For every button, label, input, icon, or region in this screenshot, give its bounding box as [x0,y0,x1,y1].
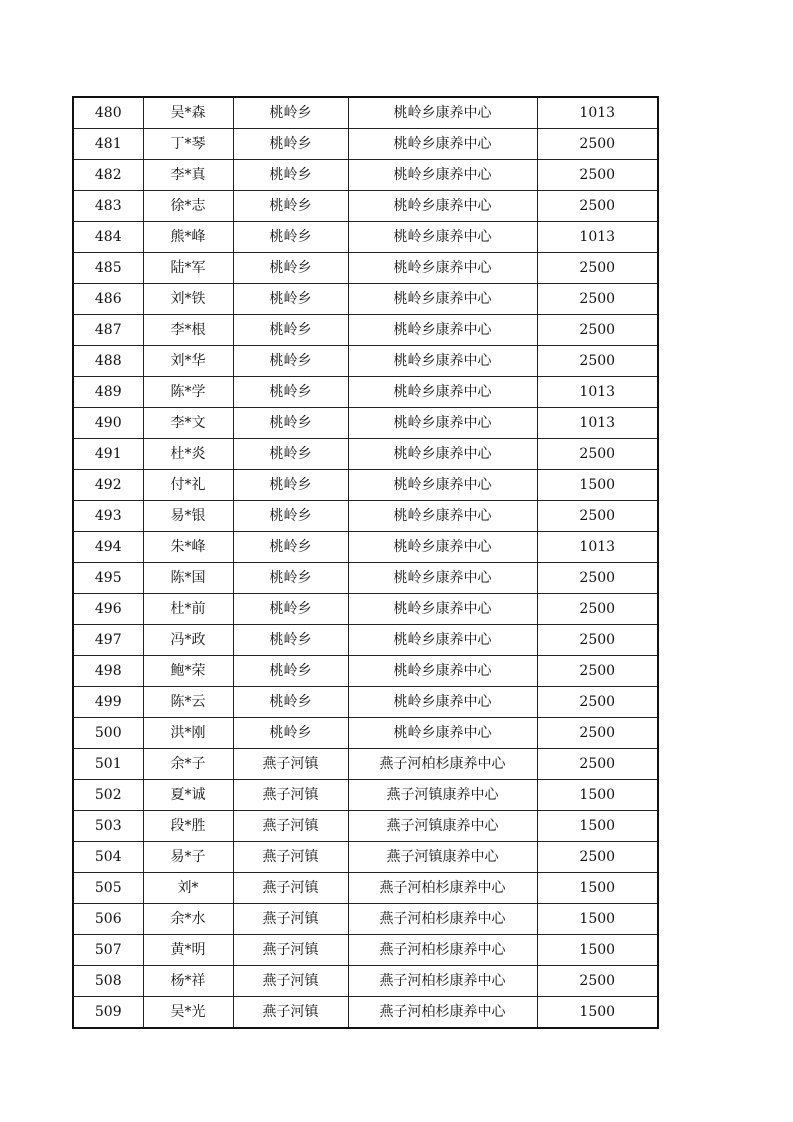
table-row [73,749,658,780]
name-cell: 余*子 [143,749,233,780]
amount-cell: 1500 [537,811,658,842]
table-row [73,563,658,594]
table-body [73,97,658,1028]
table-row [73,97,658,129]
center-cell: 桃岭乡康养中心 [348,191,537,222]
town-cell: 燕子河镇 [233,842,348,873]
center-cell: 桃岭乡康养中心 [348,687,537,718]
document-page [72,96,657,1029]
center-cell: 桃岭乡康养中心 [348,253,537,284]
center-cell: 桃岭乡康养中心 [348,222,537,253]
row-number-cell: 494 [73,532,143,563]
table-row [73,687,658,718]
table-row [73,377,658,408]
amount-cell: 2500 [537,129,658,160]
center-cell: 桃岭乡康养中心 [348,408,537,439]
amount-cell: 1013 [537,408,658,439]
row-number-cell: 490 [73,408,143,439]
town-cell: 桃岭乡 [233,408,348,439]
name-cell: 熊*峰 [143,222,233,253]
town-cell: 桃岭乡 [233,470,348,501]
table-row [73,966,658,997]
name-cell: 吴*森 [143,97,233,129]
amount-cell: 2500 [537,191,658,222]
center-cell: 桃岭乡康养中心 [348,532,537,563]
row-number-cell: 505 [73,873,143,904]
center-cell: 桃岭乡康养中心 [348,501,537,532]
center-cell: 燕子河柏杉康养中心 [348,749,537,780]
center-cell: 燕子河镇康养中心 [348,811,537,842]
name-cell: 刘* [143,873,233,904]
row-number-cell: 501 [73,749,143,780]
amount-cell: 1500 [537,780,658,811]
amount-cell: 1500 [537,904,658,935]
row-number-cell: 503 [73,811,143,842]
town-cell: 桃岭乡 [233,532,348,563]
center-cell: 桃岭乡康养中心 [348,439,537,470]
town-cell: 桃岭乡 [233,315,348,346]
amount-cell: 1500 [537,873,658,904]
town-cell: 桃岭乡 [233,563,348,594]
amount-cell: 2500 [537,749,658,780]
amount-cell: 2500 [537,594,658,625]
amount-cell: 2500 [537,842,658,873]
town-cell: 桃岭乡 [233,129,348,160]
center-cell: 桃岭乡康养中心 [348,656,537,687]
town-cell: 桃岭乡 [233,191,348,222]
table-row [73,811,658,842]
amount-cell: 2500 [537,718,658,749]
town-cell: 桃岭乡 [233,222,348,253]
center-cell: 桃岭乡康养中心 [348,625,537,656]
table-row [73,718,658,749]
name-cell: 余*水 [143,904,233,935]
amount-cell: 2500 [537,253,658,284]
center-cell: 桃岭乡康养中心 [348,718,537,749]
town-cell: 桃岭乡 [233,594,348,625]
table-row [73,470,658,501]
town-cell: 燕子河镇 [233,873,348,904]
row-number-cell: 506 [73,904,143,935]
name-cell: 黄*明 [143,935,233,966]
row-number-cell: 488 [73,346,143,377]
table-row [73,625,658,656]
table-row [73,191,658,222]
amount-cell: 2500 [537,656,658,687]
amount-cell: 2500 [537,966,658,997]
amount-cell: 2500 [537,315,658,346]
table-row [73,253,658,284]
name-cell: 杜*炎 [143,439,233,470]
name-cell: 鲍*荣 [143,656,233,687]
table-row [73,284,658,315]
table-row [73,594,658,625]
amount-cell: 2500 [537,284,658,315]
row-number-cell: 491 [73,439,143,470]
row-number-cell: 482 [73,160,143,191]
row-number-cell: 495 [73,563,143,594]
row-number-cell: 483 [73,191,143,222]
name-cell: 吴*光 [143,997,233,1029]
amount-cell: 2500 [537,346,658,377]
row-number-cell: 504 [73,842,143,873]
center-cell: 桃岭乡康养中心 [348,97,537,129]
name-cell: 陈*国 [143,563,233,594]
center-cell: 桃岭乡康养中心 [348,346,537,377]
name-cell: 段*胜 [143,811,233,842]
town-cell: 燕子河镇 [233,966,348,997]
amount-cell: 1013 [537,532,658,563]
table-row [73,439,658,470]
table-row [73,780,658,811]
center-cell: 桃岭乡康养中心 [348,160,537,191]
row-number-cell: 487 [73,315,143,346]
table-row [73,346,658,377]
center-cell: 燕子河柏杉康养中心 [348,904,537,935]
center-cell: 桃岭乡康养中心 [348,470,537,501]
name-cell: 李*根 [143,315,233,346]
row-number-cell: 508 [73,966,143,997]
town-cell: 燕子河镇 [233,997,348,1029]
row-number-cell: 502 [73,780,143,811]
center-cell: 燕子河柏杉康养中心 [348,935,537,966]
name-cell: 易*银 [143,501,233,532]
town-cell: 桃岭乡 [233,97,348,129]
amount-cell: 2500 [537,160,658,191]
row-number-cell: 493 [73,501,143,532]
table-row [73,935,658,966]
amount-cell: 2500 [537,687,658,718]
row-number-cell: 499 [73,687,143,718]
row-number-cell: 492 [73,470,143,501]
center-cell: 桃岭乡康养中心 [348,129,537,160]
row-number-cell: 507 [73,935,143,966]
amount-cell: 2500 [537,563,658,594]
amount-cell: 2500 [537,501,658,532]
town-cell: 桃岭乡 [233,656,348,687]
table-row [73,315,658,346]
name-cell: 刘*华 [143,346,233,377]
table-row [73,408,658,439]
town-cell: 燕子河镇 [233,811,348,842]
amount-cell: 1500 [537,470,658,501]
table-row [73,501,658,532]
row-number-cell: 496 [73,594,143,625]
row-number-cell: 484 [73,222,143,253]
town-cell: 桃岭乡 [233,439,348,470]
table-row [73,129,658,160]
town-cell: 燕子河镇 [233,780,348,811]
row-number-cell: 498 [73,656,143,687]
center-cell: 燕子河柏杉康养中心 [348,997,537,1029]
town-cell: 燕子河镇 [233,935,348,966]
town-cell: 燕子河镇 [233,749,348,780]
name-cell: 杜*前 [143,594,233,625]
table-row [73,873,658,904]
name-cell: 徐*志 [143,191,233,222]
town-cell: 桃岭乡 [233,253,348,284]
name-cell: 丁*琴 [143,129,233,160]
row-number-cell: 481 [73,129,143,160]
amount-cell: 2500 [537,439,658,470]
name-cell: 洪*刚 [143,718,233,749]
town-cell: 燕子河镇 [233,904,348,935]
row-number-cell: 489 [73,377,143,408]
name-cell: 刘*铁 [143,284,233,315]
amount-cell: 1500 [537,997,658,1029]
name-cell: 夏*诚 [143,780,233,811]
name-cell: 李*文 [143,408,233,439]
amount-cell: 1013 [537,97,658,129]
name-cell: 陈*学 [143,377,233,408]
data-table [72,96,659,1029]
center-cell: 桃岭乡康养中心 [348,377,537,408]
row-number-cell: 480 [73,97,143,129]
amount-cell: 1013 [537,222,658,253]
table-row [73,222,658,253]
town-cell: 桃岭乡 [233,284,348,315]
name-cell: 易*子 [143,842,233,873]
name-cell: 杨*祥 [143,966,233,997]
amount-cell: 1013 [537,377,658,408]
town-cell: 桃岭乡 [233,160,348,191]
table-row [73,997,658,1029]
amount-cell: 1500 [537,935,658,966]
center-cell: 燕子河柏杉康养中心 [348,873,537,904]
name-cell: 冯*政 [143,625,233,656]
row-number-cell: 497 [73,625,143,656]
center-cell: 燕子河镇康养中心 [348,842,537,873]
center-cell: 燕子河镇康养中心 [348,780,537,811]
name-cell: 陈*云 [143,687,233,718]
row-number-cell: 486 [73,284,143,315]
table-row [73,160,658,191]
center-cell: 桃岭乡康养中心 [348,563,537,594]
name-cell: 陆*军 [143,253,233,284]
center-cell: 桃岭乡康养中心 [348,594,537,625]
center-cell: 桃岭乡康养中心 [348,284,537,315]
town-cell: 桃岭乡 [233,346,348,377]
row-number-cell: 485 [73,253,143,284]
town-cell: 桃岭乡 [233,501,348,532]
table-row [73,532,658,563]
center-cell: 燕子河柏杉康养中心 [348,966,537,997]
town-cell: 桃岭乡 [233,625,348,656]
name-cell: 付*礼 [143,470,233,501]
center-cell: 桃岭乡康养中心 [348,315,537,346]
town-cell: 桃岭乡 [233,718,348,749]
table-row [73,904,658,935]
table-row [73,656,658,687]
amount-cell: 2500 [537,625,658,656]
town-cell: 桃岭乡 [233,377,348,408]
name-cell: 朱*峰 [143,532,233,563]
row-number-cell: 500 [73,718,143,749]
row-number-cell: 509 [73,997,143,1029]
table-row [73,842,658,873]
town-cell: 桃岭乡 [233,687,348,718]
name-cell: 李*真 [143,160,233,191]
